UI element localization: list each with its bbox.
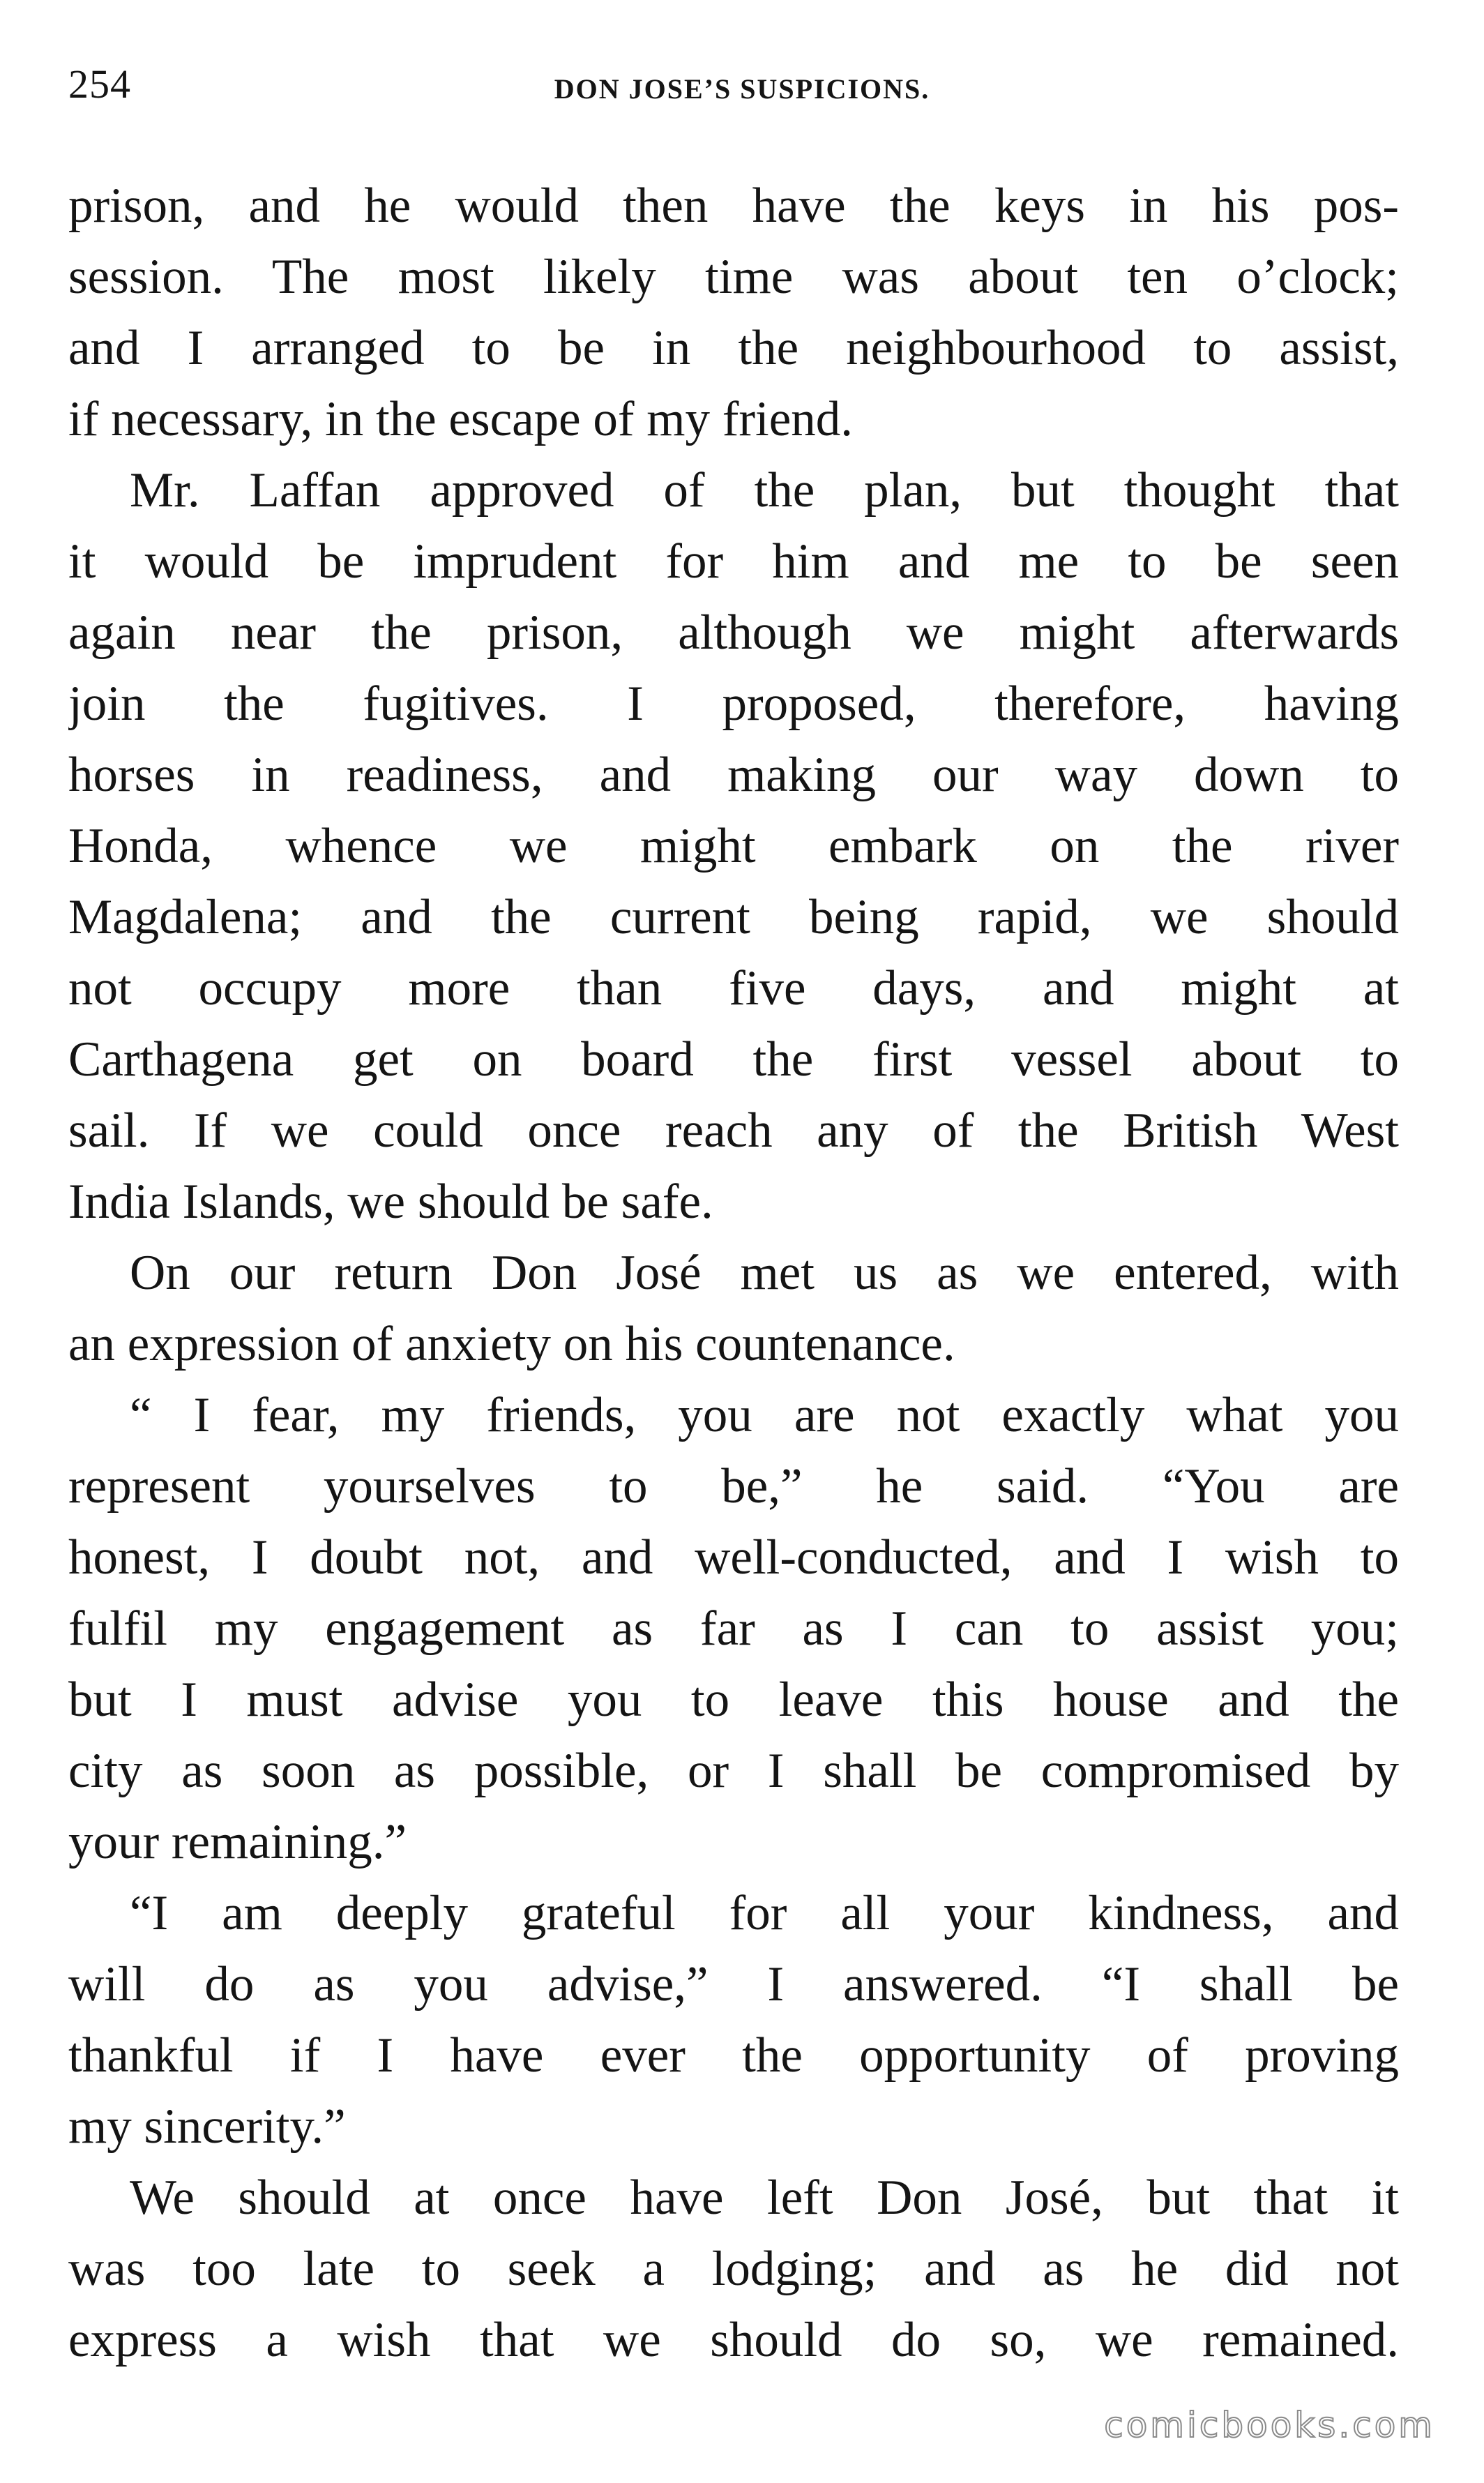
text-line: represent yourselves to be,” he said. “You are [68, 1459, 1399, 1514]
text-line: was too late to seek a lodging; and as he did not [68, 2242, 1399, 2296]
text-line: session. The most likely time was about ten o’clock; [68, 250, 1399, 304]
text-line: an expression of anxiety on his countenance. [68, 1317, 955, 1371]
text-line: horses in readiness, and making our way down to [68, 748, 1399, 802]
text-line: prison, and he would then have the keys in his pos- [68, 179, 1399, 233]
watermark: comicbooks.com [1104, 2405, 1435, 2445]
text-line: Carthagena get on board the first vessel about to [68, 1032, 1399, 1087]
paragraph-first-line: We should at once have left Don José, but that it [130, 2171, 1399, 2225]
page-number: 254 [68, 61, 131, 107]
text-line: it would be imprudent for him and me to be seen [68, 534, 1399, 589]
text-line: India Islands, we should be safe. [68, 1175, 713, 1229]
text-line: Honda, whence we might embark on the river [68, 819, 1399, 873]
body-text [68, 170, 1399, 2376]
text-line: honest, I doubt not, and well-conducted, and I wish to [68, 1530, 1399, 1585]
paragraph-first-line: “I am deeply grateful for all your kindness, and [130, 1886, 1399, 1940]
text-line: Magdalena; and the current being rapid, we should [68, 890, 1399, 944]
paragraph-first-line: “ I fear, my friends, you are not exactly what you [130, 1388, 1399, 1442]
text-line: and I arranged to be in the neighbourhood to assist, [68, 321, 1399, 375]
text-line: again near the prison, although we might afterwards [68, 605, 1399, 660]
text-line: sail. If we could once reach any of the British West [68, 1103, 1399, 1158]
text-line: my sincerity.” [68, 2099, 346, 2154]
text-line: fulfil my engagement as far as I can to assist you; [68, 1601, 1399, 1656]
text-line: city as soon as possible, or I shall be compromised by [68, 1744, 1399, 1798]
text-line: will do as you advise,” I answered. “I shall be [68, 1957, 1399, 2012]
paragraph-first-line: On our return Don José met us as we entered, with [130, 1246, 1399, 1300]
paragraph-first-line: Mr. Laffan approved of the plan, but thought that [130, 463, 1399, 518]
text-line: thankful if I have ever the opportunity of proving [68, 2028, 1399, 2083]
text-line: but I must advise you to leave this house and the [68, 1673, 1399, 1727]
text-line: join the fugitives. I proposed, therefore, having [68, 677, 1399, 731]
text-line: express a wish that we should do so, we remained. [68, 2313, 1399, 2367]
text-line: if necessary, in the escape of my friend. [68, 392, 854, 446]
running-title: DON JOSE’S SUSPICIONS. [554, 73, 930, 105]
text-line: not occupy more than five days, and might at [68, 961, 1399, 1016]
text-line: your remaining.” [68, 1815, 407, 1869]
